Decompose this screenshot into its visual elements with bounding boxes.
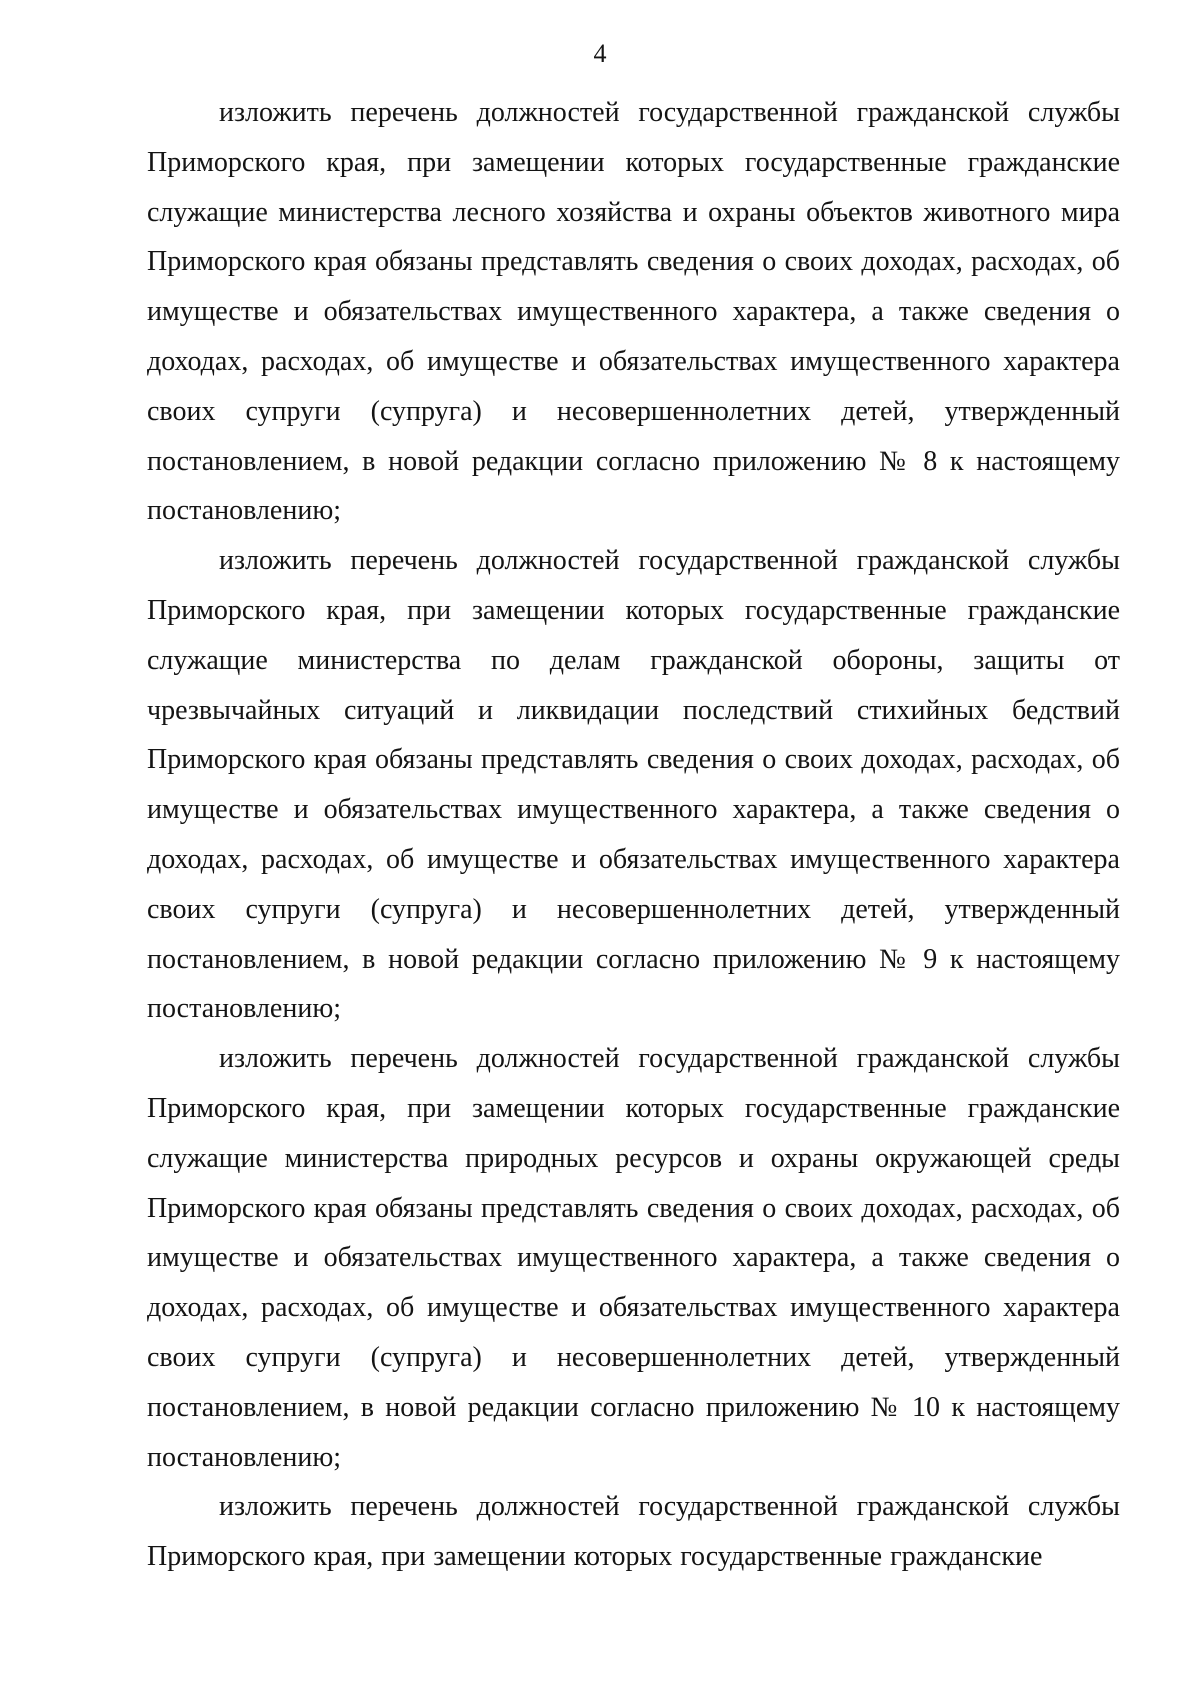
paragraph-appendix-10: изложить перечень должностей государственной гражданской службы Приморского края, при замещении которых государственные гражданские служащие министерства природных ресурсов и охраны окружающей среды Приморского края обязаны представлять сведения о своих доходах, расходах, об имуществе и обязательствах имущественного характера, а также сведения о доходах, расходах, об имуществе и обязательствах имущественного характера своих супруги (супруга) и несовершеннолетних детей, утвержденный постановлением, в новой редакции согласно приложению № 10 к настоящему постановлению; bbox=[147, 1043, 1120, 1473]
document-body bbox=[147, 88, 1120, 1582]
paragraph-appendix-8: изложить перечень должностей государственной гражданской службы Приморского края, при замещении которых государственные гражданские служащие министерства лесного хозяйства и охраны объектов животного мира Приморского края обязаны представлять сведения о своих доходах, расходах, об имуществе и обязательствах имущественного характера, а также сведения о доходах, расходах, об имуществе и обязательствах имущественного характера своих супруги (супруга) и несовершеннолетних детей, утвержденный постановлением, в новой редакции согласно приложению № 8 к настоящему постановлению; bbox=[147, 97, 1120, 527]
paragraph-continued: изложить перечень должностей государственной гражданской службы Приморского края, при замещении которых государственные гражданские bbox=[147, 1491, 1120, 1573]
paragraph-appendix-9: изложить перечень должностей государственной гражданской службы Приморского края, при замещении которых государственные гражданские служащие министерства по делам гражданской обороны, защиты от чрезвычайных ситуаций и ликвидации последствий стихийных бедствий Приморского края обязаны представлять сведения о своих доходах, расходах, об имуществе и обязательствах имущественного характера, а также сведения о доходах, расходах, об имуществе и обязательствах имущественного характера своих супруги (супруга) и несовершеннолетних детей, утвержденный постановлением, в новой редакции согласно приложению № 9 к настоящему постановлению; bbox=[147, 545, 1120, 1025]
page-number: 4 bbox=[593, 39, 607, 68]
